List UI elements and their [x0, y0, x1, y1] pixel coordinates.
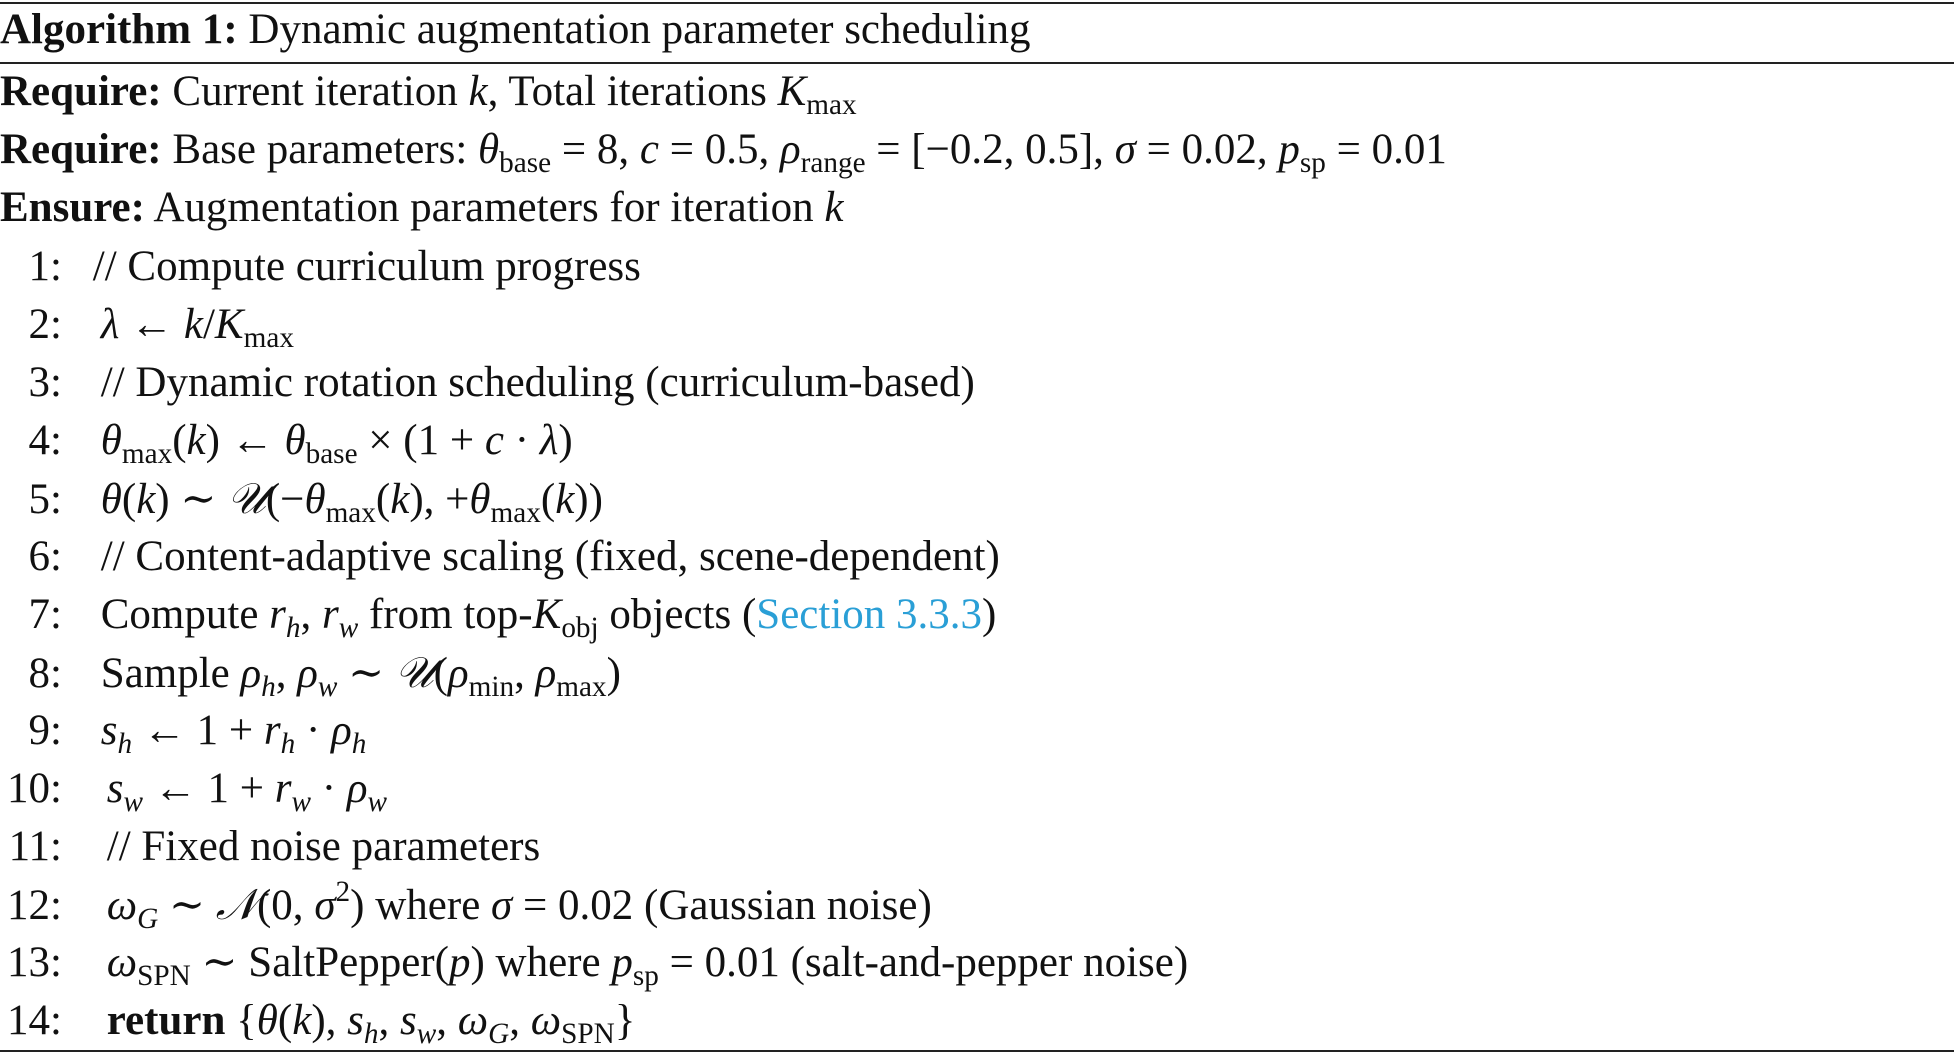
- section-link[interactable]: Section 3.3.3: [756, 591, 983, 638]
- require-text: Base parameters:: [172, 126, 479, 173]
- algorithm-title-text: Dynamic augmentation parameter scheduling: [248, 6, 1031, 53]
- require-line-1: [0, 63, 857, 121]
- math-base-params: $\theta_{base} = 8$, c = 0.5, $\rho_{range} = [-0.2$, 0.5], σ = 0.02, $p_{sp} = 0.01$: [478, 126, 1447, 179]
- math-theta-max-assign: $\theta_{max}(k)$ ← $\theta_{base} \times (1 + c \cdot \lambda)$: [100, 417, 573, 470]
- line-number: 5:: [28, 476, 62, 523]
- algo-line-1: [0, 238, 641, 296]
- algo-line-14: [0, 992, 635, 1050]
- algo-line-10: [0, 760, 387, 818]
- bottom-rule: [0, 1050, 1954, 1052]
- return-statement: return {θ(k), $s_h$, $s_w$, $\omega_G$, $\omega_{SPN}$}: [106, 997, 636, 1050]
- line-number: 11:: [8, 823, 62, 870]
- comment: // Fixed noise parameters: [106, 823, 541, 870]
- line-number: 14:: [7, 997, 62, 1044]
- statement: $\omega_G$ ∼ 𝒩(0, $\sigma^2$) where σ = 0.02 (Gaussian noise): [106, 875, 932, 935]
- comment: // Content-adaptive scaling (fixed, scene-dependent): [100, 533, 1000, 580]
- line-number: 1:: [28, 243, 62, 290]
- line-number: 2:: [28, 301, 62, 348]
- line-number: 4:: [28, 417, 62, 464]
- algo-line-3: [0, 354, 975, 412]
- algo-line-12: [0, 876, 932, 934]
- algo-line-4: [0, 412, 573, 470]
- ensure-text: Augmentation parameters for iteration: [153, 184, 825, 231]
- statement: Compute $r_h$, $r_w$ from top-$K_{obj}$ objects (Section 3.3.3): [100, 591, 997, 644]
- require-label: Require:: [0, 68, 162, 115]
- statement: Sample $\rho_h$, $\rho_w$ ∼ $𝒰(\rho_{min}$, $\rho_{max}$): [100, 648, 621, 703]
- math-theta-sample: θ(k) ∼ $𝒰(-\theta_{max}(k)$, $+\theta_{max}(k)$): [100, 474, 603, 529]
- algorithm-label: Algorithm 1:: [0, 6, 238, 53]
- line-number: 3:: [28, 359, 62, 406]
- algo-line-6: [0, 528, 1000, 586]
- statement: $\omega_{SPN}$ ∼ SaltPepper(p) where $p_{sp} = 0.01$ (salt-and-pepper noise): [106, 939, 1189, 992]
- math-sw-assign: $s_w$ ← $1 + r_w \cdot \rho_w$: [106, 765, 387, 818]
- math-sh-assign: $s_h$ ← $1 + r_h \cdot \rho_h$: [100, 707, 367, 760]
- algo-line-5: [0, 470, 603, 528]
- require-text-b: , Total iterations: [487, 68, 778, 115]
- require-text-a: Current iteration: [172, 68, 469, 115]
- algo-line-11: [0, 818, 540, 876]
- math-k: k: [824, 184, 844, 231]
- line-number: 10:: [7, 765, 62, 812]
- algo-line-13: [0, 934, 1188, 992]
- math-k: k: [468, 68, 488, 115]
- ensure-line: [0, 179, 844, 237]
- return-keyword: return: [106, 997, 226, 1044]
- algo-line-2: [0, 296, 294, 354]
- line-number: 8:: [28, 650, 62, 697]
- require-line-2: [0, 121, 1447, 179]
- algo-line-7: [0, 586, 996, 644]
- line-number: 7:: [28, 591, 62, 638]
- line-number: 9:: [28, 707, 62, 754]
- ensure-label: Ensure:: [0, 184, 145, 231]
- comment: // Dynamic rotation scheduling (curriculum-based): [100, 359, 975, 406]
- math-kmax: $K_{max}$: [777, 68, 857, 121]
- comment: // Compute curriculum progress: [92, 243, 641, 290]
- line-number: 6:: [28, 533, 62, 580]
- require-label: Require:: [0, 126, 162, 173]
- algo-line-9: [0, 702, 366, 760]
- algorithm-title: [0, 1, 1031, 59]
- algo-line-8: [0, 644, 621, 702]
- line-number: 13:: [7, 939, 62, 986]
- math-lambda-assign: λ ← $k/K_{max}$: [100, 301, 294, 354]
- line-number: 12:: [7, 882, 62, 929]
